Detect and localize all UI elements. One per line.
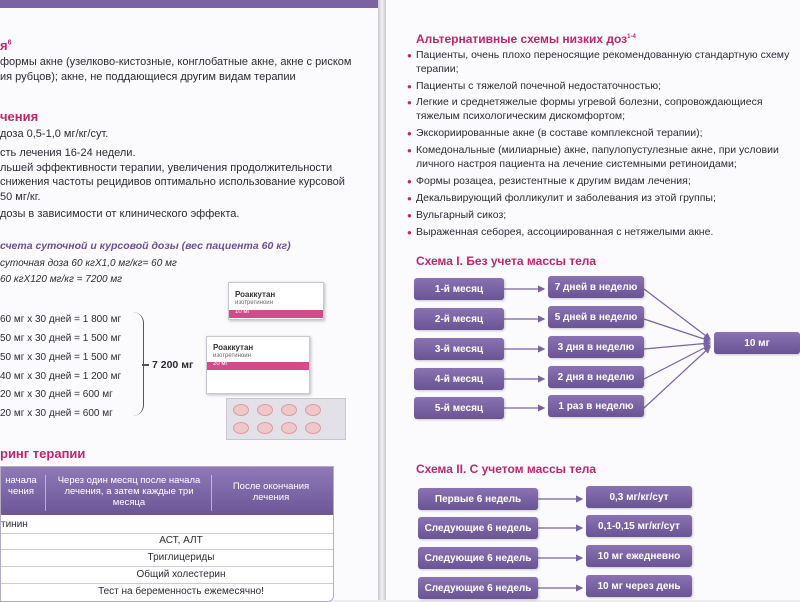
bullet-5: ● Комедональные (милиарные) акне, папулопустулезные акне, при условии личного настроя пациента на лечение системными ретиноидами; — [416, 143, 779, 171]
table-row-triglycerides: Триглицериды — [147, 552, 215, 563]
scheme1-freq-1: 7 дней в неделю — [548, 276, 644, 298]
scheme2-period-1: Первые 6 недель — [418, 488, 538, 510]
scheme2-dose-2: 0,1-0,15 мг/кг/сут — [586, 515, 692, 537]
scheme1-month-4: 4-й месяц — [414, 368, 504, 390]
bullet-1: ● Пациенты, очень плохо переносящие рекомендованную стандартную схему терапии; — [416, 48, 789, 76]
dose-row-4: 40 мг х 30 дней = 1 200 мг — [0, 371, 122, 382]
regimen-line-2: сть лечения 16-24 недели. — [0, 147, 136, 159]
scheme1-title: Схема I. Без учета массы тела — [416, 254, 597, 268]
regimen-title: чения — [0, 109, 39, 124]
indications-line-1: формы акне (узелково-кистозные, конглобатные акне, акне с риском — [0, 56, 352, 68]
alt-schemes-title: Альтернативные схемы низких доз$^{1-4}$ — [416, 32, 636, 46]
indications-title: $я^6$ — [0, 38, 12, 53]
drug-pack-20mg: Роаккутан изотретиноин 20 мг — [206, 336, 310, 394]
bullet-3: ● Легкие и среднетяжелые формы угревой болезни, сопровождающиеся тяжелым психологическим дискомфортом; — [416, 95, 763, 123]
scheme1-month-3: 3-й месяц — [414, 338, 504, 360]
total-dose: 7 200 мг — [152, 359, 194, 371]
scheme1-month-1: 1-й месяц — [414, 278, 504, 300]
header-after: После окончания лечения — [232, 481, 310, 503]
scheme2-title: Схема II. С учетом массы тела — [416, 462, 597, 476]
monitoring-title: ринг терапии — [0, 446, 86, 461]
regimen-line-3: льшей эффективности терапии, увеличения продолжительности — [0, 162, 333, 174]
creatinine-label: тинин — [1, 519, 28, 530]
scheme2-dose-3: 10 мг ежедневно — [586, 545, 692, 567]
table-row-pregnancy-test: Тест на беременность ежемесячно! — [98, 586, 264, 597]
scheme1-dose: 10 мг — [714, 332, 800, 354]
blister-pack — [226, 398, 346, 440]
regimen-line-1: доза 0,5-1,0 мг/кг/сут. — [0, 128, 109, 140]
scheme2-period-3: Следующие 6 недель — [418, 547, 538, 569]
example-line-1: суточная доза 60 кгX1,0 мг/кг= 60 мг — [0, 258, 177, 269]
scheme2-dose-4: 10 мг через день — [586, 575, 692, 597]
regimen-line-6: дозы в зависимости от клинического эффекта. — [0, 208, 240, 220]
table-row-ast-alt: АСТ, АЛТ — [159, 535, 203, 546]
scheme2-period-2: Следующие 6 недель — [418, 517, 538, 539]
scheme1-freq-3: 3 дня в неделю — [548, 336, 644, 358]
right-page — [386, 0, 800, 600]
bullet-6: ● Формы розацеа, резистентные к другим видам лечения; — [416, 174, 691, 188]
drug-pack-10mg: Роаккутан изотретиноин 10 мг — [228, 282, 324, 320]
header-before: начала чения — [5, 475, 37, 497]
scheme2-dose-1: 0,3 мг/кг/сут — [586, 486, 692, 508]
scheme1-freq-5: 1 раз в неделю — [548, 395, 644, 417]
example-title: счета суточной и курсовой дозы (вес пациента 60 кг) — [0, 240, 291, 252]
dose-row-3: 50 мг х 30 дней = 1 500 мг — [0, 352, 122, 363]
scheme1-month-2: 2-й месяц — [414, 308, 504, 330]
dose-row-1: 60 мг х 30 дней = 1 800 мг — [0, 314, 122, 325]
table-row-cholesterol: Общий холестерин — [136, 569, 226, 580]
scheme2-period-4: Следующие 6 недель — [418, 577, 538, 599]
scheme1-freq-2: 5 дней в неделю — [548, 306, 644, 328]
dose-row-5: 20 мг х 30 дней = 600 мг — [0, 389, 113, 400]
bullet-8: ● Вульгарный сикоз; — [416, 208, 506, 222]
regimen-line-5: 50 мг/кг. — [0, 191, 41, 203]
left-page — [0, 0, 378, 600]
bullet-9: ● Выраженная себорея, ассоциированная с нетяжелыми акне. — [416, 225, 713, 239]
example-line-2: 60 кгX120 мг/кг = 7200 мг — [0, 274, 123, 285]
bullet-7: ● Декальвирующий фолликулит и заболевания из этой группы; — [416, 191, 716, 205]
dose-row-6: 20 мг х 30 дней = 600 мг — [0, 408, 113, 419]
header-during: Через один месяц после начала лечения, а затем каждые три месяца — [57, 475, 201, 508]
top-band — [0, 0, 378, 8]
book-gutter — [378, 0, 386, 600]
scheme1-freq-4: 2 дня в неделю — [548, 366, 644, 388]
bullet-2: ● Пациенты с тяжелой почечной недостаточностью; — [416, 79, 661, 93]
indications-line-2: ия рубцов); акне, не поддающиеся другим видам терапии — [0, 71, 296, 83]
bullet-4: ● Экскориированные акне (в составе комплексной терапии); — [416, 126, 703, 140]
scheme-arrows — [386, 0, 800, 600]
scheme1-month-5: 5-й месяц — [414, 397, 504, 419]
sum-brace-tip — [142, 364, 149, 366]
dose-row-2: 50 мг х 30 дней = 1 500 мг — [0, 333, 122, 344]
monitoring-table-header — [1, 467, 333, 515]
regimen-line-4: снижения частоты рецидивов оптимально использование курсовой — [0, 176, 345, 188]
monitoring-table — [0, 466, 334, 602]
